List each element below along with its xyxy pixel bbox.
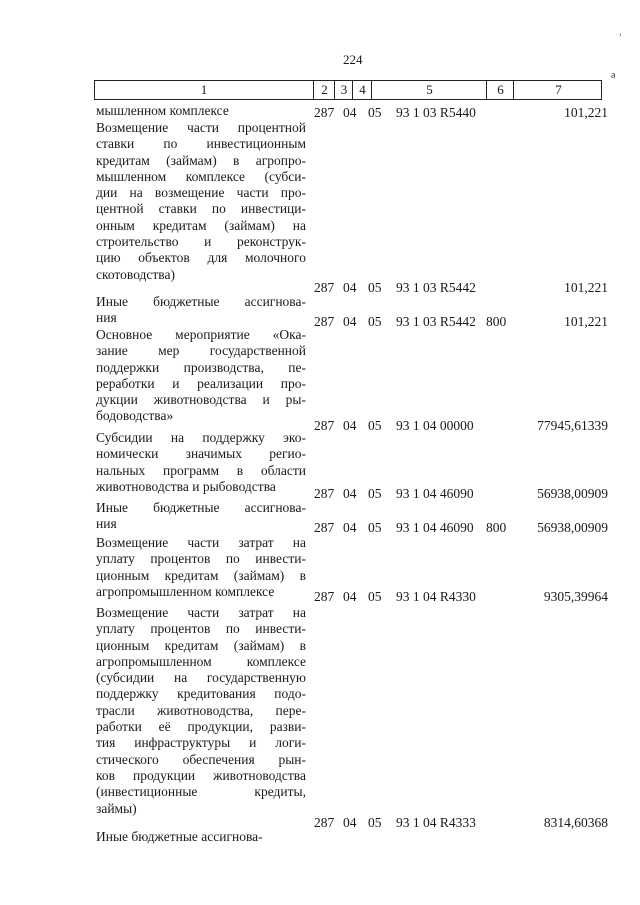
cell-c3: 04 xyxy=(343,280,357,295)
description-line: агропромышленном комплексе xyxy=(96,583,275,599)
row-description xyxy=(96,120,306,283)
row-description xyxy=(96,103,306,119)
description-line: Иные бюджетные ассигнова- xyxy=(96,500,306,515)
cell-c2: 287 xyxy=(314,486,335,501)
description-line: мышленном комплексе (субси- xyxy=(96,168,306,184)
description-line: ния xyxy=(96,516,117,532)
description-line: Основное мероприятие «Ока- xyxy=(96,327,306,342)
cell-c4: 05 xyxy=(368,486,382,501)
description-line: Возмещение части затрат на xyxy=(96,535,306,550)
cell-c7: 56938,00909 xyxy=(537,486,608,501)
cell-c7: 9305,39964 xyxy=(543,589,608,604)
description-line: (субсидии на государственную xyxy=(96,670,306,686)
description-line: онным кредитам (займам) на xyxy=(96,217,306,233)
corner-mark: ǝ xyxy=(611,70,616,81)
description-line: Возмещение части процентной xyxy=(96,120,306,135)
cell-c3: 04 xyxy=(343,815,357,830)
cell-c5: 93 1 04 R4330 xyxy=(396,589,476,604)
row-description xyxy=(96,535,306,600)
cell-c2: 287 xyxy=(314,105,335,120)
description-line: номически значимых регио- xyxy=(96,446,306,462)
description-line: строительство и реконструк- xyxy=(96,234,306,250)
cell-c2: 287 xyxy=(314,589,335,604)
row-description xyxy=(96,829,306,845)
description-line: нальных программ в области xyxy=(96,462,306,478)
cell-c3: 04 xyxy=(343,520,357,535)
description-line: займы) xyxy=(96,800,137,816)
cell-c4: 05 xyxy=(368,418,382,433)
cell-c5: 93 1 03 R5442 xyxy=(396,280,476,295)
cell-c4: 05 xyxy=(368,589,382,604)
header-col-4: 4 xyxy=(352,81,372,99)
description-line: Иные бюджетные ассигнова- xyxy=(96,829,263,844)
cell-c2: 287 xyxy=(314,314,335,329)
description-line: уплату процентов по инвести- xyxy=(96,551,306,567)
cell-c7: 56938,00909 xyxy=(537,520,608,535)
description-line: агропромышленном комплексе xyxy=(96,653,306,669)
cell-c5: 93 1 04 00000 xyxy=(396,418,474,433)
description-line: зание мер государственной xyxy=(96,343,306,359)
cell-c3: 04 xyxy=(343,418,357,433)
description-line: скотоводства) xyxy=(96,266,175,282)
cell-c2: 287 xyxy=(314,520,335,535)
corner-mark: ۥ xyxy=(619,30,622,41)
header-col-2: 2 xyxy=(313,81,335,99)
description-line: Субсидии на поддержку эко- xyxy=(96,430,306,445)
row-description xyxy=(96,605,306,817)
cell-c7: 77945,61339 xyxy=(537,418,608,433)
description-line: стического обеспечения рын- xyxy=(96,751,306,767)
cell-c4: 05 xyxy=(368,520,382,535)
description-line: ционным кредитам (займам) в xyxy=(96,567,306,583)
description-line: трасли животноводства, пере- xyxy=(96,702,306,718)
cell-c3: 04 xyxy=(343,486,357,501)
description-line: уплату процентов по инвести- xyxy=(96,621,306,637)
description-line: Возмещение части затрат на xyxy=(96,605,306,620)
cell-c6: 800 xyxy=(486,314,507,329)
description-line: ционным кредитам (займам) в xyxy=(96,637,306,653)
cell-c4: 05 xyxy=(368,280,382,295)
cell-c3: 04 xyxy=(343,589,357,604)
description-line: дукции животноводства и ры- xyxy=(96,392,306,408)
cell-c6: 800 xyxy=(486,520,507,535)
header-col-1: 1 xyxy=(200,82,208,97)
description-line: дии на возмещение части про- xyxy=(96,185,306,201)
row-description xyxy=(96,430,306,495)
description-line: (инвестиционные кредиты, xyxy=(96,784,306,800)
description-line: животноводства и рыбоводства xyxy=(96,478,276,494)
header-col-3: 3 xyxy=(334,81,353,99)
description-line: кредитам (займам) в агропро- xyxy=(96,152,306,168)
description-line: поддержку кредитования подо- xyxy=(96,686,306,702)
cell-c7: 101,221 xyxy=(564,314,608,329)
description-line: ния xyxy=(96,310,117,326)
cell-c7: 101,221 xyxy=(564,105,608,120)
description-line: работки её продукции, разви- xyxy=(96,719,306,735)
cell-c5: 93 1 04 46090 xyxy=(396,520,474,535)
description-line: мышленном комплексе xyxy=(96,103,229,118)
description-line: тия инфраструктуры и логи- xyxy=(96,735,306,751)
cell-c5: 93 1 04 46090 xyxy=(396,486,474,501)
description-line: ков продукции животноводства xyxy=(96,767,306,783)
cell-c7: 8314,60368 xyxy=(543,815,608,830)
header-col-6: 6 xyxy=(486,81,514,99)
cell-c2: 287 xyxy=(314,815,335,830)
row-description xyxy=(96,294,306,327)
cell-c3: 04 xyxy=(343,314,357,329)
description-line: ставки по инвестиционным xyxy=(96,136,306,152)
page-number: 224 xyxy=(343,52,363,67)
description-line: поддержки производства, пе- xyxy=(96,359,306,375)
cell-c5: 93 1 03 R5442 xyxy=(396,314,476,329)
cell-c3: 04 xyxy=(343,105,357,120)
description-line: Иные бюджетные ассигнова- xyxy=(96,294,306,309)
row-description xyxy=(96,327,306,425)
header-col-5: 5 xyxy=(371,81,487,99)
cell-c4: 05 xyxy=(368,314,382,329)
header-col-7: 7 xyxy=(513,81,603,99)
cell-c7: 101,221 xyxy=(564,280,608,295)
cell-c5: 93 1 03 R5440 xyxy=(396,105,476,120)
table-header xyxy=(94,80,602,100)
cell-c4: 05 xyxy=(368,105,382,120)
description-line: бодоводства» xyxy=(96,408,174,424)
cell-c4: 05 xyxy=(368,815,382,830)
description-line: центной ставки по инвестици- xyxy=(96,201,306,217)
description-line: реработки и реализации про- xyxy=(96,375,306,391)
cell-c5: 93 1 04 R4333 xyxy=(396,815,476,830)
cell-c2: 287 xyxy=(314,280,335,295)
cell-c2: 287 xyxy=(314,418,335,433)
description-line: цию объектов для молочного xyxy=(96,250,306,266)
row-description xyxy=(96,500,306,533)
